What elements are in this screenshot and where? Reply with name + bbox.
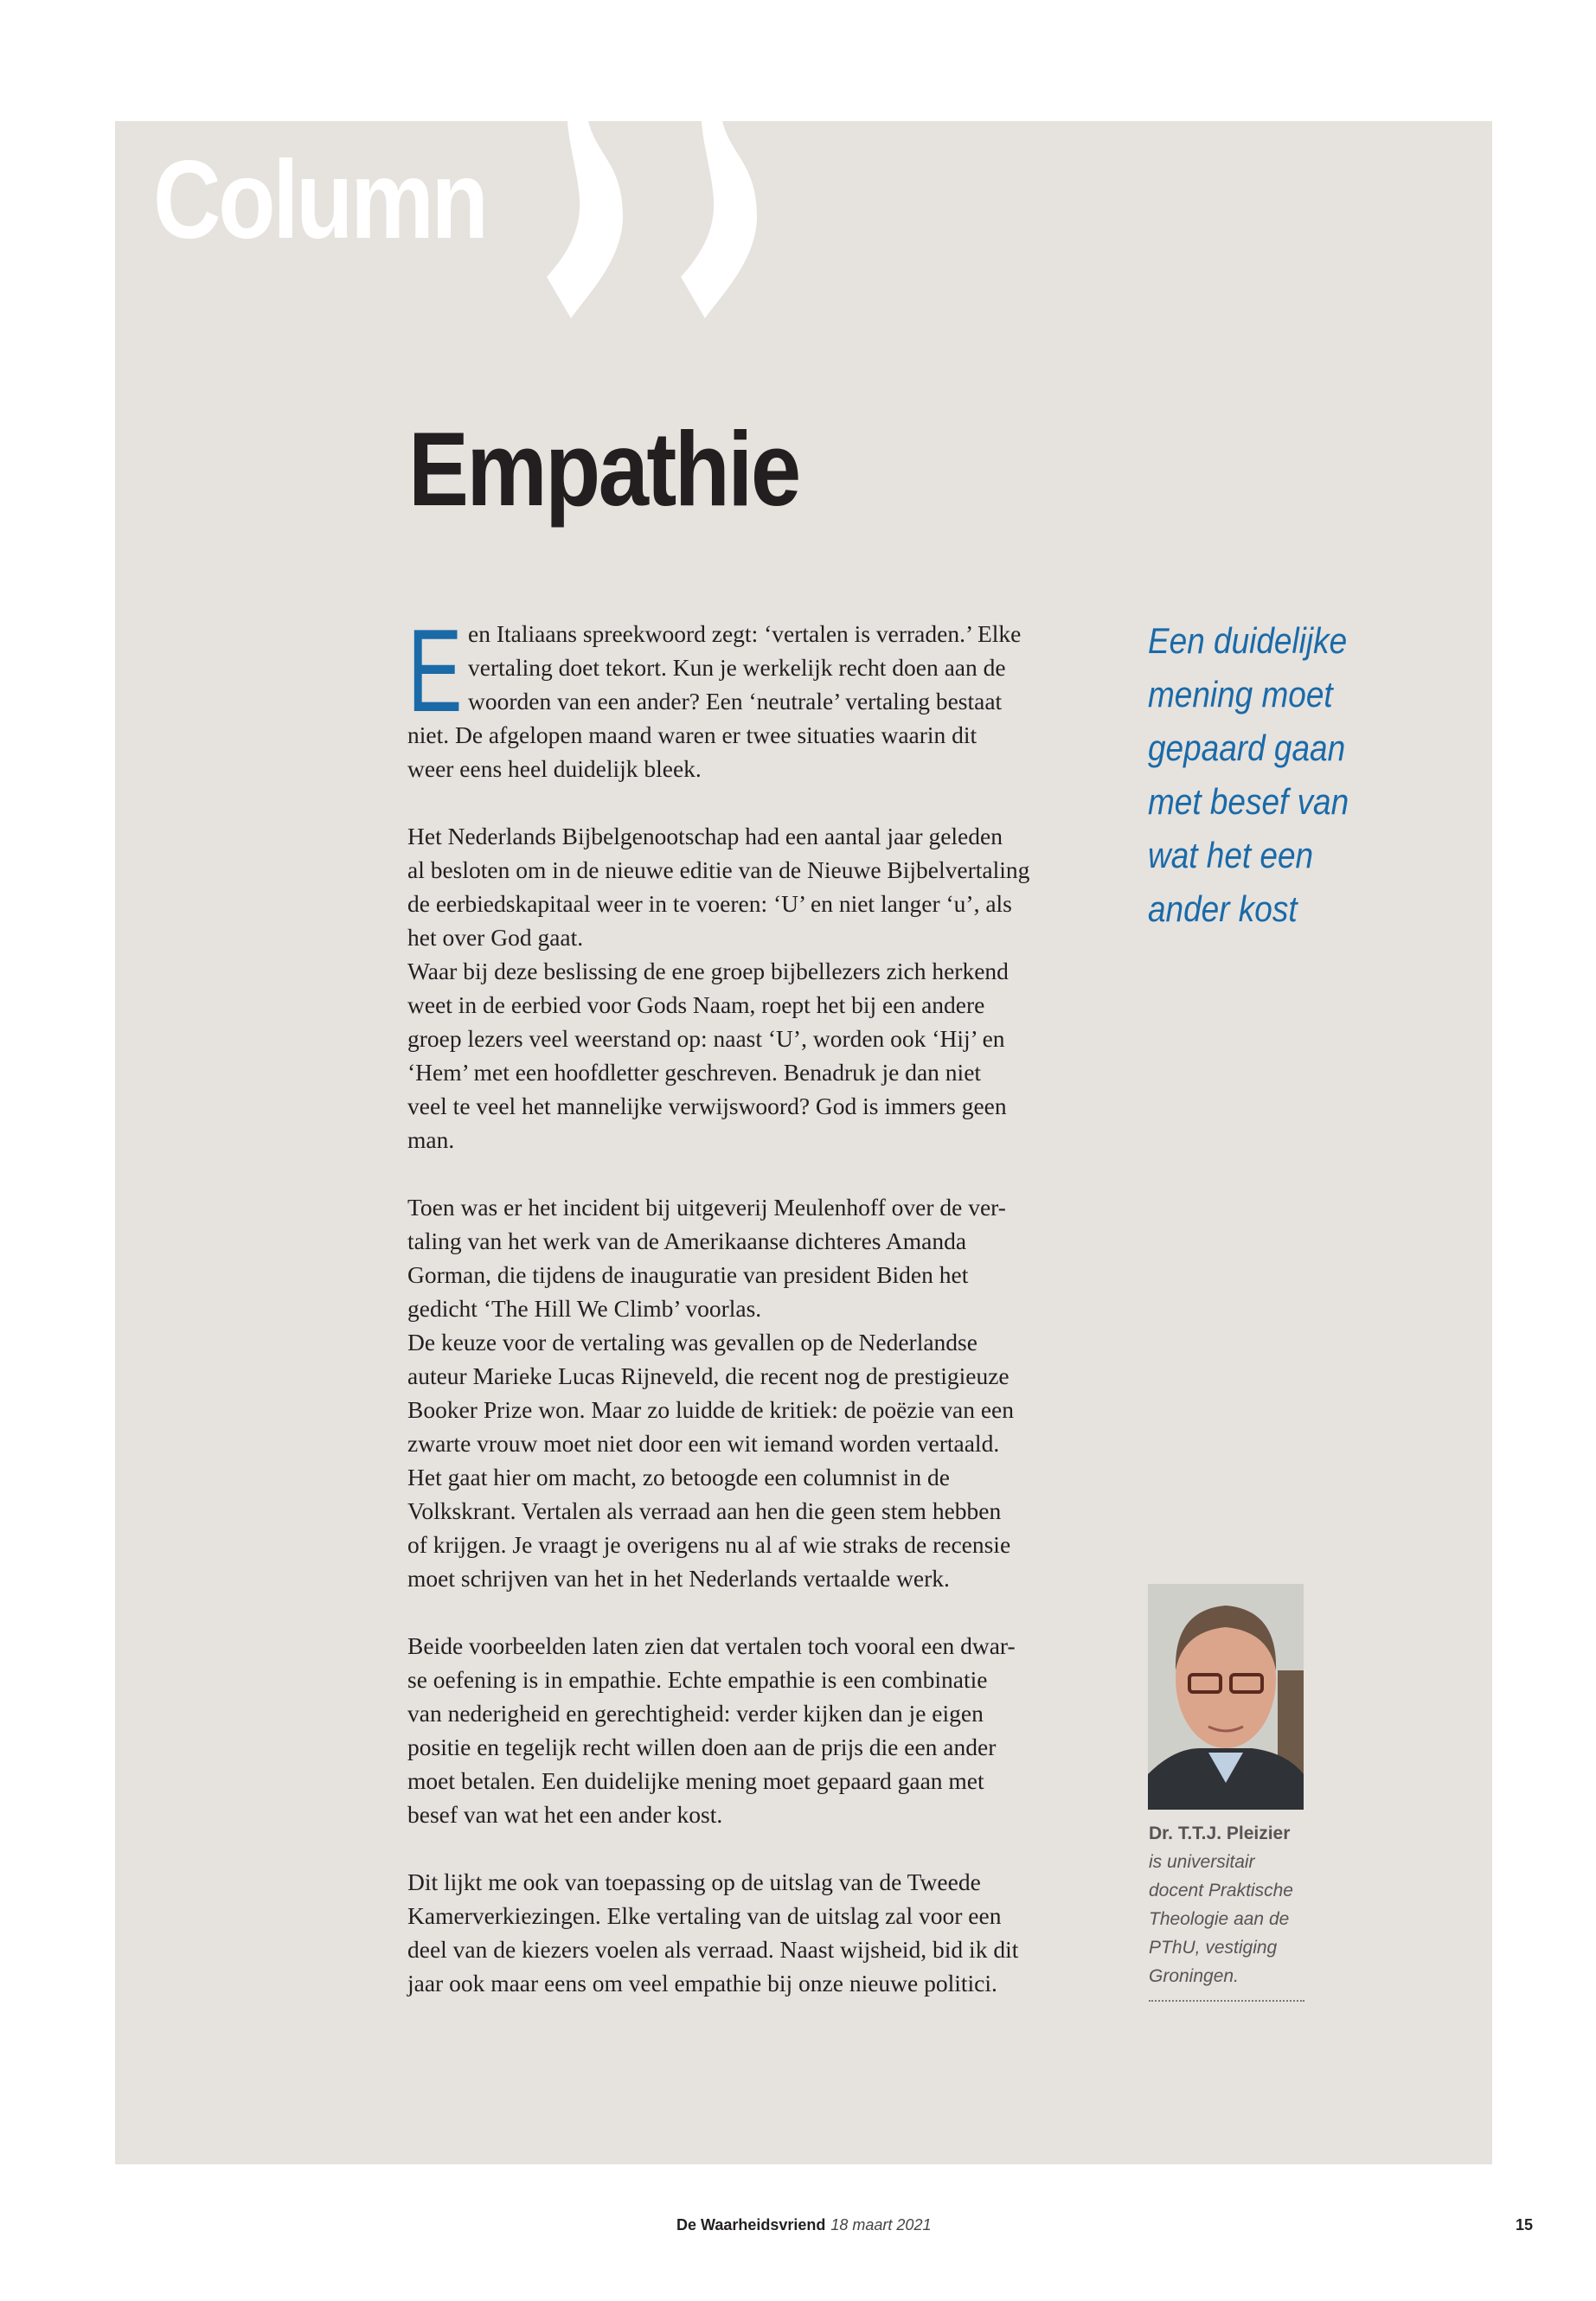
text-line: Volkskrant. Vertalen als verraad aan hen die geen stem hebben: [407, 1497, 1002, 1524]
text-line: moet schrijven van het in het Nederlands vertaalde werk.: [407, 1565, 950, 1592]
text-line: al besloten om in de nieuwe editie van de Nieuwe Bijbelvertaling: [407, 856, 1030, 883]
pull-quote-line: gepaard gaan: [1148, 727, 1346, 768]
text-line: Booker Prize won. Maar zo luidde de kritiek: de poëzie van een: [407, 1396, 1014, 1423]
text-line: taling van het werk van de Amerikaanse dichteres Amanda: [407, 1227, 967, 1254]
issue-date: 18 maart 2021: [830, 2216, 932, 2234]
section-label: Column: [153, 138, 486, 262]
text-line: Kamerverkiezingen. Elke vertaling van de uitslag zal voor een: [407, 1902, 1002, 1929]
text-line: Toen was er het incident bij uitgeverij Meulenhoff over de ver-: [407, 1194, 1006, 1221]
quotation-mark-icon: [536, 121, 839, 320]
pull-quote-line: Een duidelijke: [1148, 620, 1348, 661]
text-line: niet. De afgelopen maand waren er twee situaties waarin dit: [407, 721, 977, 748]
bio-line: PThU, vestiging: [1149, 1938, 1278, 1958]
text-line: ‘Hem’ met een hoofdletter geschreven. Benadruk je dan niet: [407, 1059, 982, 1086]
text-line: weer eens heel duidelijk bleek.: [407, 755, 702, 782]
footer-publication: [676, 2216, 931, 2234]
text-line: en Italiaans spreekwoord zegt: ‘vertalen is verraden.’ Elke: [468, 620, 1022, 647]
author-photo: [1148, 1584, 1304, 1810]
text-line: man.: [407, 1126, 455, 1153]
text-line: gedicht ‘The Hill We Climb’ voorlas.: [407, 1295, 762, 1322]
paragraph: [407, 1190, 1099, 1595]
author-caption: [1149, 1819, 1304, 1990]
text-line: Beide voorbeelden laten zien dat vertalen toch vooral een dwar-: [407, 1632, 1016, 1659]
text-line: of krijgen. Je vraagt je overigens nu al af wie straks de recensie: [407, 1531, 1011, 1558]
text-line: Waar bij deze beslissing de ene groep bijbellezers zich herkend: [407, 958, 1009, 984]
text-line: De keuze voor de vertaling was gevallen op de Nederlandse: [407, 1329, 977, 1356]
text-line: woorden van een ander? Een ‘neutrale’ vertaling bestaat: [468, 688, 1003, 715]
bio-line: docent Praktische: [1149, 1881, 1293, 1900]
publication-name: De Waarheidsvriend: [676, 2216, 826, 2234]
text-line: deel van de kiezers voelen als verraad. Naast wijsheid, bid ik dit: [407, 1936, 1019, 1963]
text-line: het over God gaat.: [407, 924, 584, 951]
text-line: veel te veel het mannelijke verwijswoord? God is immers geen: [407, 1093, 1007, 1119]
text-line: Dit lijkt me ook van toepassing op de uitslag van de Tweede: [407, 1868, 981, 1895]
pull-quote: [1148, 614, 1349, 936]
pull-quote-line: wat het een: [1148, 835, 1314, 875]
text-line: Het gaat hier om macht, zo betoogde een columnist in de: [407, 1464, 950, 1490]
text-line: de eerbiedskapitaal weer in te voeren: ‘U’ en niet langer ‘u’, als: [407, 890, 1012, 917]
text-line: vertaling doet tekort. Kun je werkelijk recht doen aan de: [468, 654, 1006, 681]
page-number: 15: [1516, 2216, 1534, 2234]
paragraph: [407, 1865, 1099, 2000]
text-line: positie en tegelijk recht willen doen aan de prijs die een ander: [407, 1734, 997, 1760]
text-line: besef van wat het een ander kost.: [407, 1801, 723, 1828]
pull-quote-line: met besef van: [1148, 781, 1349, 822]
pull-quote-line: mening moet: [1148, 674, 1333, 715]
text-line: moet betalen. Een duidelijke mening moet gepaard gaan met: [407, 1767, 984, 1794]
pull-quote-line: ander kost: [1148, 888, 1298, 929]
text-line: zwarte vrouw moet niet door een wit iemand worden vertaald.: [407, 1430, 1000, 1457]
text-line: groep lezers veel weerstand op: naast ‘U’, worden ook ‘Hij’ en: [407, 1025, 1005, 1052]
article-body: [407, 605, 1099, 2034]
text-line: jaar ook maar eens om veel empathie bij onze nieuwe politici.: [407, 1970, 997, 1997]
caption-divider: [1149, 2000, 1304, 2002]
text-line: weet in de eerbied voor Gods Naam, roept het bij een andere: [407, 991, 985, 1018]
paragraph: [407, 605, 1099, 785]
article-title: Empathie: [408, 410, 799, 528]
paragraph: [407, 819, 1099, 1157]
paragraph: [407, 1629, 1099, 1831]
author-bio: [1149, 1848, 1304, 1990]
bio-line: Groningen.: [1149, 1966, 1239, 1986]
bio-line: Theologie aan de: [1149, 1909, 1290, 1929]
author-name: Dr. T.T.J. Pleizier: [1149, 1823, 1291, 1843]
text-line: auteur Marieke Lucas Rijneveld, die recent nog de prestigieuze: [407, 1362, 1010, 1389]
bio-line: is universitair: [1149, 1852, 1255, 1872]
text-line: se oefening is in empathie. Echte empathie is een combinatie: [407, 1666, 988, 1693]
text-line: Het Nederlands Bijbelgenootschap had een aantal jaar geleden: [407, 823, 1003, 849]
drop-cap: E: [407, 605, 463, 736]
text-line: Gorman, die tijdens de inauguratie van president Biden het: [407, 1261, 969, 1288]
text-line: van nederigheid en gerechtigheid: verder kijken dan je eigen: [407, 1700, 984, 1727]
